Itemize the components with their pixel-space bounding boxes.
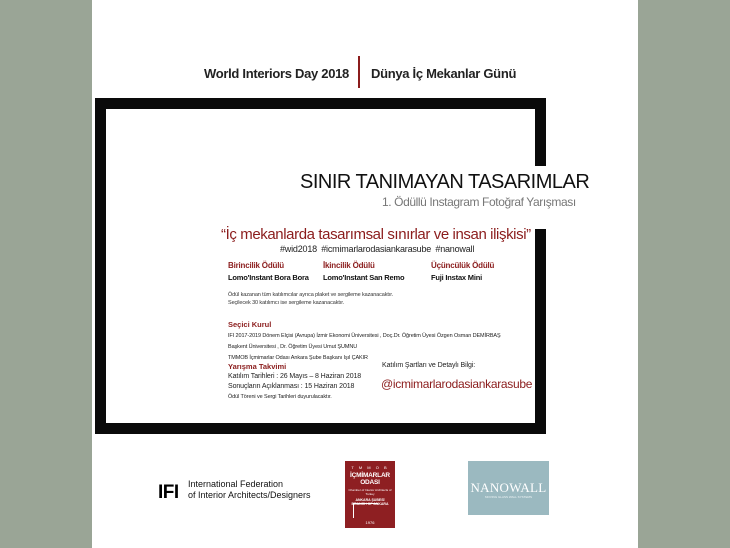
hashtags: #wid2018 #icmimarlarodasiankarasube #nanowall [280, 244, 475, 254]
award-notes [228, 291, 393, 307]
award-second [323, 261, 404, 282]
award-title: İkincilik Ödülü [323, 261, 375, 270]
calendar-heading: Yarışma Takvimi [228, 362, 287, 371]
ifi-name-line: International Federation [188, 479, 284, 489]
ifi-name [188, 479, 311, 501]
header-left-text: World Interiors Day 2018 [203, 66, 349, 81]
award-prize: Lomo'Instant Bora Bora [228, 273, 309, 282]
jury-list [228, 331, 501, 364]
award-title: Üçüncülük Ödülü [431, 261, 495, 270]
frame-bottom [95, 423, 546, 434]
award-third [431, 261, 494, 282]
nanowall-tagline: MOVING GLASS WALL SYSTEMS [485, 495, 532, 499]
ifi-name-line: of Interior Architects/Designers [188, 490, 311, 500]
poster-subtitle: 1. Ödüllü Instagram Fotoğraf Yarışması [382, 195, 576, 209]
frame-right-top [535, 98, 546, 166]
jury-member: TMMOB İçmimarlar Odası Ankara Şube Başkanı Işıl ÇAKIR [228, 355, 368, 361]
imo-english-name: Chamber of Interior Architects of Turkey [348, 488, 392, 496]
header [92, 62, 638, 88]
header-right-text: Dünya İç Mekanlar Günü [371, 66, 517, 81]
poster [92, 0, 638, 548]
instagram-handle[interactable]: @icmimarlarodasiankarasube [381, 377, 533, 391]
award-prize: Fuji Instax Mini [431, 273, 482, 282]
award-title: Birincilik Ödülü [228, 261, 284, 270]
jury-heading: Seçici Kurul [228, 320, 272, 329]
imo-top-text: T M M O B [351, 465, 389, 470]
icmimarlar-odasi-logo [345, 461, 395, 528]
imo-year: 1976 [365, 520, 375, 525]
calendar-list [228, 372, 361, 402]
conditions-label: Katılım Şartları ve Detaylı Bilgi: [382, 362, 476, 369]
imo-emblem-icon [353, 503, 378, 518]
frame-top [95, 98, 546, 109]
jury-member: Başkent Üniversitesi , Dr. Öğretim Üyesi Umut ŞUMNU [228, 344, 358, 350]
nanowall-name: NANOWALL [470, 480, 547, 495]
award-first [228, 261, 309, 282]
frame-left [95, 98, 106, 434]
imo-branch-name: ANKARA ŞUBESİ [355, 498, 385, 502]
imo-branch-name-en: BRANCH OF ANKARA [351, 502, 389, 506]
award-note-line: Ödül kazanan tüm katılımcılar ayrıca plaket ve sergileme kazanacaktır. [228, 292, 394, 298]
poster-title: SINIR TANIMAYAN TASARIMLAR [300, 171, 590, 193]
jury-member: IFI 2017-2019 Dönem Elçisi (Avrupa) İzmir Ekonomi Üniversitesi , Doç.Dr. Öğretim Üyesi Özgen Osman DEMİRBAŞ [228, 333, 501, 339]
imo-name: İÇMİMARLAR ODASI [350, 472, 390, 486]
frame-right-bottom [535, 229, 546, 434]
calendar-line: Katılım Tarihleri : 26 Mayıs – 8 Haziran 2018 [228, 373, 362, 380]
award-note-line: Seçilecek 30 katılımcı ise sergileme kazanacaktır. [228, 300, 345, 306]
header-divider [358, 56, 360, 88]
calendar-line: Sonuçların Açıklanması : 15 Haziran 2018 [228, 383, 355, 390]
nanowall-logo [468, 461, 549, 515]
ifi-mark: IFI [158, 482, 179, 503]
award-prize: Lomo'Instant San Remo [323, 273, 405, 282]
calendar-note: Ödül Töreni ve Sergi Tarihleri duyurulacaktır. [228, 394, 332, 400]
theme-quote: “İç mekanlarda tasarımsal sınırlar ve insan ilişkisi” [221, 226, 531, 243]
